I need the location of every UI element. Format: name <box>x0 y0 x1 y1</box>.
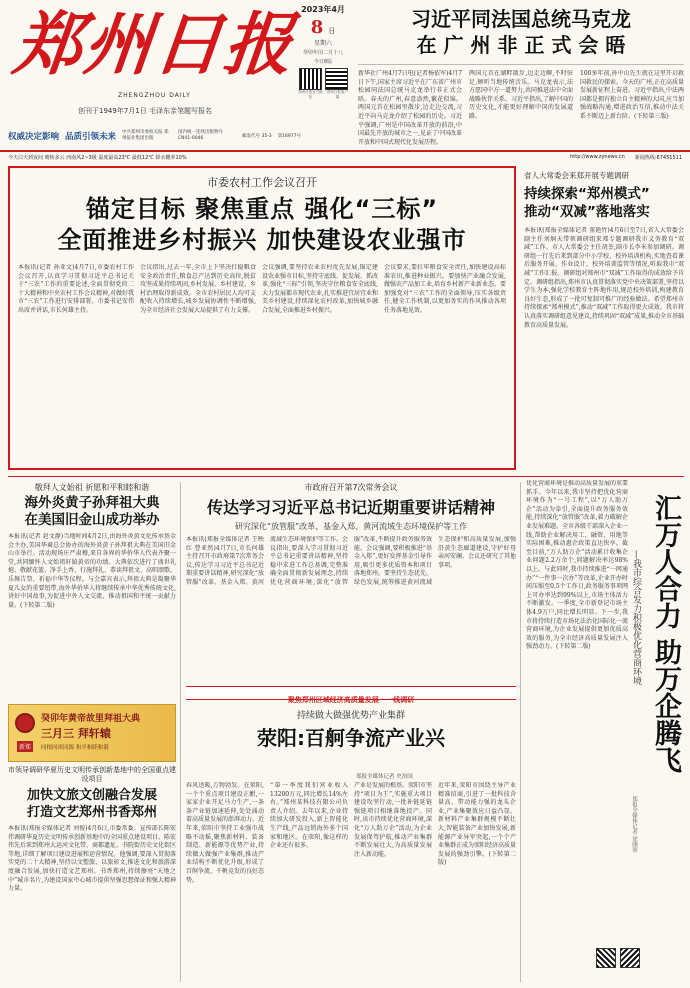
special-col1: 春风送暖,万物勃发。在荥阳,一个个重点项目建设正酣,一家家企业开足马力生产,一条条产业链加速延伸,处处涌动着高质量发展的澎湃动力。近年来,荥阳市坚持工业强市战略不动摇,聚焦新材料、装备制造、新能源等优势产业,持续做大做强产业集群,推动产业结构不断优化升级,形成了百舸争流、千帆竞发的良好态势。 <box>186 782 264 884</box>
sec2-left-headline[interactable] <box>8 495 176 529</box>
qr-label-app: 郑州日报客户端 <box>326 90 348 99</box>
right1-headline-line1: 持续探索“郑州模式” <box>524 186 650 202</box>
top-story-rule <box>358 64 684 65</box>
right2-subhead: —我市综合发力积极优化营商环境 <box>631 550 641 685</box>
sec2-mid-headline[interactable]: 传达学习习近平总书记近期重要讲话精神 <box>206 498 495 517</box>
culture-tourism-story <box>8 766 176 982</box>
right1-text: 本报讯(郑报全媒体记者 董艳竹)4月6日至7日,省人大常委会副主任刘炯天带领调研组来郑专题调研我市义务教育“双减”工作。市人大常委会主任胡荃,副市长李米参加调研。调研组一行先后来到部分中小学校、校外培训机构,实地查看课后服务开展、作业设计、校外培训监管等情况,听取我市“双减”工作汇报。调研组对郑州市“双减”工作取得的成效给予肯定。调研组指出,郑州市认真贯彻落实党中央决策部署,坚持以学生为本,强化学校教育主阵地作用,规范校外培训,构建教育良好生态,形成了一批可复制可推广的经验做法。希望郑州市持续探索“郑州模式”,推动“双减”工作取得更大成效。我市将认真落实调研组意见建议,持续巩固“双减”成果,推动全市基础教育高质量发展。 <box>524 227 684 329</box>
date-weekday: 星期六 <box>313 40 332 47</box>
xingyang-story <box>186 686 516 982</box>
top-story-headline-line2: 在 广 州 非 正 式 会 晤 <box>416 33 626 57</box>
special-col2: “第一季度我们营业收入13200万元,同比增长14%左右。”郑州某科技有限公司负责人介绍。去年以来,企业持续加大研发投入,新上智能化生产线,产品远销海外多个国家和地区。在荥阳,像这样的企业还有很多。 <box>270 782 348 850</box>
sec2-left-text: 本报讯(记者 赵文静)当地时间4月2日,由海外炎黄文化传承基金会主办,美国华裔总会协办的海外炎黄子孙拜祖大典在美国旧金山市举行。活动现场庄严肃穆,来自各界的华侨华人代表齐聚一堂,共同缅怀人文始祖轩辕黄帝的功绩。大典依次进行了盛世礼炮、敬献花篮、净手上香、行施拜礼、恭读拜祖文、高唱颂歌、乐舞告祭、祈福中华等仪程。与会嘉宾表示,拜祖大典是凝聚华夏儿女的重要纽带,海外华侨华人将继续传承中华优秀传统文化,讲好中国故事,为促进中外人文交流、推动祖国和平统一贡献力量。(下转第二版) <box>8 533 176 609</box>
banner-sub2: 同根同祖同源 和平和睦和谐 <box>41 745 109 751</box>
divider-v1 <box>180 482 181 982</box>
sec3-left-headline-line2: 打造文艺郑州书香郑州 <box>26 805 157 820</box>
founded-note: 创刊于1949年7月1日 毛泽东亲笔题写报名 <box>78 107 212 115</box>
banner-emblem-icon <box>15 713 35 733</box>
issue-number: 第16977号 <box>277 134 302 139</box>
banner-sub1: 三月三 拜轩辕 <box>41 727 111 740</box>
top-story-headline-line1: 习近平同法国总统马克龙 <box>411 7 631 31</box>
special-headline[interactable]: 荥阳:百舸争流产业兴 <box>257 726 445 750</box>
news-hotline: 新闻热线:67451511 <box>634 154 682 161</box>
divider-v2 <box>520 482 521 982</box>
lead-story <box>8 166 516 470</box>
website-url[interactable]: http://www.zynews.cn <box>570 154 625 160</box>
banner-title: 癸卯年黄帝故里拜祖大典 <box>41 714 141 724</box>
qr-code-app[interactable] <box>325 68 348 90</box>
publisher-info: 中共郑州市委机关报 郑州报业集团出版 <box>122 130 169 141</box>
date-day <box>297 17 349 38</box>
qr-code-wechat[interactable] <box>299 68 322 90</box>
sec3-left-headline[interactable] <box>8 787 176 821</box>
slogan-quality: 品质引领未来 <box>65 132 117 142</box>
weather-bar <box>0 150 690 162</box>
right1-kicker: 省人大常委会来郑开展专题调研 <box>524 171 629 180</box>
weather-text: 今天白天到夜间 晴转多云 西南风2~3级 温度最高23℃ 最低12℃ 降水概率10% <box>8 154 187 161</box>
sec2-left-headline-line1: 海外炎黄子孙拜祖大典 <box>24 495 160 511</box>
top-story-col2: 两国元首在湖畔散步,边走边聊,不时驻足,倾听当地传统音乐。马克龙表示,法方愿同中方一道努力,共同推进法中全面战略伙伴关系。习近平指出,了解中国的历史文化,才能更好理解中国的发展道路。 <box>469 70 573 120</box>
lead-col4: 会议要求,要扛牢粮食安全责任,加快建设高标准农田,推进种业振兴。要加快产业融合发展,做强农产品加工业,培育乡村新产业新业态。要加强党对“三农”工作的全面领导,压实各级责任,健全工作机制,以更加务实的作风推动各项任务落地见效。 <box>384 264 506 314</box>
right2-headline[interactable]: 汇万人合力 助万企腾飞 <box>650 494 681 774</box>
qr-label-wechat: 郑州日报官方微信 <box>298 90 323 99</box>
sec2-left-headline-line2: 在美国旧金山成功举办 <box>24 512 160 528</box>
top-story-col3: 100多年前,孙中山先生就在这里开启救国救民的探索。今天的广州,正在高质量发展新征程上奋进。习近平指出,中法两国都是拥有独立自主精神的大国,应当加强战略沟通,增进政治互信,推动中法关系不断迈上新台阶。(下转第三版) <box>580 70 684 120</box>
newspaper-logo: 郑州日报 <box>9 5 299 85</box>
special-banner <box>186 686 516 704</box>
top-story <box>358 6 684 146</box>
date-day-unit: 日 <box>328 27 336 35</box>
sec2-left-kicker: 敬拜人文始祖 祈愿和平和睦和谐 <box>34 483 150 492</box>
top-story-col1: 新华社广州4月7日电(记者杨依军)4月7日下午,国家主席习近平在广东省广州市松园同法国总统马克龙举行非正式会晤。春天的广州,春意盎然,繁花似锦。两国元首在松园里散步,边走边交流,习近平向马克龙介绍了松园的历史。习近平强调,广州是中国改革开放的前沿,中国最先开放的城市之一,见证了中国改革开放和中国式现代化发展历程。 <box>358 70 462 146</box>
right2-byline: 郑报全媒体记者 徐刚领 <box>631 796 637 853</box>
special-col4: 近年来,荥阳市围绕主导产业精准招商,引进了一批科技含量高、带动能力强的龙头企业,产业集聚效应日益凸显。新材料产业集群规模不断壮大,智能装备产业加快发展,新能源产业异军突起,一个个产业集群正成为荥阳经济高质量发展的强劲引擎。(下转第二版) <box>438 782 516 867</box>
lead-col1: 本报讯(记者 孙亚文)4月7日,市委农村工作会议召开,认真学习贯彻习近平总书记关于“三农”工作的重要论述,全面贯彻党的二十大精神和中央农村工作会议精神,对做好我市“三农”工作进行安排部署。市委书记安伟出席并讲话,市长何雄主持。 <box>18 264 134 314</box>
divider-h1 <box>8 476 684 477</box>
sec3-left-kicker: 市领导调研华夏历史文明传承创新基地中的全国重点建设项目 <box>8 766 176 783</box>
right1-headline-line2: 推动“双减”落地落实 <box>524 204 650 220</box>
qr-code-bottom-1[interactable] <box>596 948 616 968</box>
lead-headline-line1: 锚定目标 聚焦重点 强化“三标” <box>85 195 439 223</box>
slogan-authority: 权威决定影响 <box>8 132 60 142</box>
masthead <box>0 0 300 148</box>
lead-headline[interactable] <box>10 194 514 256</box>
sec2-mid-text: 本报讯(郑报全媒体记者 王映红 曹亚然)4月7日,市长何雄主持召开市政府第7次常务会议,传达学习习近平总书记近期重要讲话精神,研究深化“放管服”改革、基金入郑、黄河流域生态环境保护等工作。会议指出,要深入学习贯彻习近平总书记重要讲话精神,坚持稳中求进工作总基调,完整准确全面贯彻新发展理念,持续优化营商环境,深化“放管服”改革,不断提升政务服务效能。会议强调,要积极推进“基金入郑”,更好发挥基金引导作用,吸引更多优质资本和项目落地郑州。要坚持生态优先、绿色发展,统筹推进黄河流域生态保护和高质量发展,加强沿黄生态廊道建设,守护好母亲河安澜。会议还研究了其他事项。 <box>186 536 516 586</box>
cn-number: 国内统一连续出版物号 CN41-0046 <box>178 130 224 141</box>
date-pages: 今日8版 <box>313 59 333 65</box>
right2-text: 优化营商环境是推动高质量发展的重要抓手。今年以来,我市坚持把优化营商环境作为“一号工程”,以“万人助万企”活动为牵引,全面提升政务服务效能,持续深化“放管服”改革,着力破解企业发展难题。全市各级干部深入企业一线,帮助企业解决用工、融资、用地等实际困难,推动惠企政策直达快享。截至目前,“万人助万企”活动累计收集企业问题2.2万余个,问题解决率达98%以上。与此同时,我市持续推进“一网通办”“一件事一次办”等改革,企业开办时间压缩至0.5个工作日,政务服务事项网上可办率达到99%以上,市场主体活力不断激发。一季度,全市新登记市场主体4.9万户,同比增长明显。下一步,我市将持续打造市场化法治化国际化一流营商环境,为企业发展提供更加优质高效的服务,为全市经济高质量发展注入强劲动力。(下转第二版) <box>526 480 628 651</box>
sec2-mid-kicker: 市政府召开第7次常务会议 <box>304 483 398 492</box>
qr-code-bottom-2[interactable] <box>620 948 640 968</box>
date-lunar: 癸卯年闰二月十八 <box>302 50 343 56</box>
govt-meeting-story <box>186 480 516 680</box>
top-story-headline[interactable] <box>358 6 684 58</box>
sec3-left-text: 本报讯(郑报全媒体记者 刘俊)4月6日,市委常委、宣传部长陈宏伟调研华夏历史文明传承创新基地中的全国重点建设项目。陈宏伟先后来到郑州大运河文化带、商都遗址、书院街历史文化街区等地,详细了解项目建设进展和运营情况。他强调,要深入贯彻落实党的二十大精神,坚持以文塑旅、以旅彰文,推进文化和旅游深度融合发展,加快打造文艺郑州、书香郑州,持续擦亮“天地之中”城市名片,为建设国家中心城市提供坚强思想保证和强大精神力量。 <box>8 825 176 893</box>
logo-pinyin: ZHENGZHOU DAILY <box>118 92 191 99</box>
overseas-ceremony-story <box>8 480 176 700</box>
slogan-bar <box>8 128 350 144</box>
post-code: 邮发代号 35-3 <box>242 134 272 139</box>
ceremony-banner[interactable] <box>8 704 176 762</box>
special-col3: 产业是发展的根基。荥阳市坚持“项目为王”,实施重大项目建设攻坚行动,一批补链延链强链项目相继落地投产。同时,该市持续优化营商环境,深化“万人助万企”活动,为企业发展保驾护航,推动产业集群不断发展壮大,为高质量发展注入新动能。 <box>354 782 432 858</box>
lead-kicker: 市委农村工作会议召开 <box>207 176 317 189</box>
special-byline: 郑报全媒体记者 史治国 <box>356 774 413 780</box>
dateline <box>297 4 349 102</box>
qr-codes <box>297 68 349 90</box>
date-day-number: 8 <box>310 17 324 38</box>
banner-tag: 新郑 <box>17 741 33 752</box>
special-banner-text: 聚焦郑州区域经济高质量发展 · 一线调研 <box>287 696 415 704</box>
lead-col2: 会议指出,过去一年,全市上下坚决扛稳粮食安全政治责任,粮食总产达到历史高位,脱贫攻坚成果持续巩固,乡村发展、乡村建设、乡村治理取得新成效。全市农村居民人均可支配收入持续增长,城乡发展协调性不断增强,为全市经济社会发展大局提供了有力支撑。 <box>140 264 256 314</box>
lead-col3: 会议强调,要坚持农业农村优先发展,锚定建设农业强市目标,坚持守底线、促发展、抓改革,强化“三标”引领,坚决守住粮食安全底线,大力发展都市现代农业,扎实推进宜居宜业和美乡村建设,持续深化农村改革,加快城乡融合发展,全面推进乡村振兴。 <box>262 264 378 314</box>
bottom-qr-codes <box>596 948 640 968</box>
right-story-npc <box>524 166 684 468</box>
date-year-month: 2023年4月 <box>301 5 345 14</box>
business-env-story <box>526 480 684 980</box>
lead-headline-line2: 全面推进乡村振兴 加快建设农业强市 <box>57 226 467 254</box>
sec2-mid-subhead: 研究深化“放管服”改革、基金入郑、黄河流域生态环境保护等工作 <box>234 522 468 531</box>
sec3-left-headline-line1: 加快文旅文创融合发展 <box>26 788 157 803</box>
right1-headline[interactable] <box>524 185 684 221</box>
special-kicker: 持续做大做强优势产业集群 <box>296 711 405 721</box>
